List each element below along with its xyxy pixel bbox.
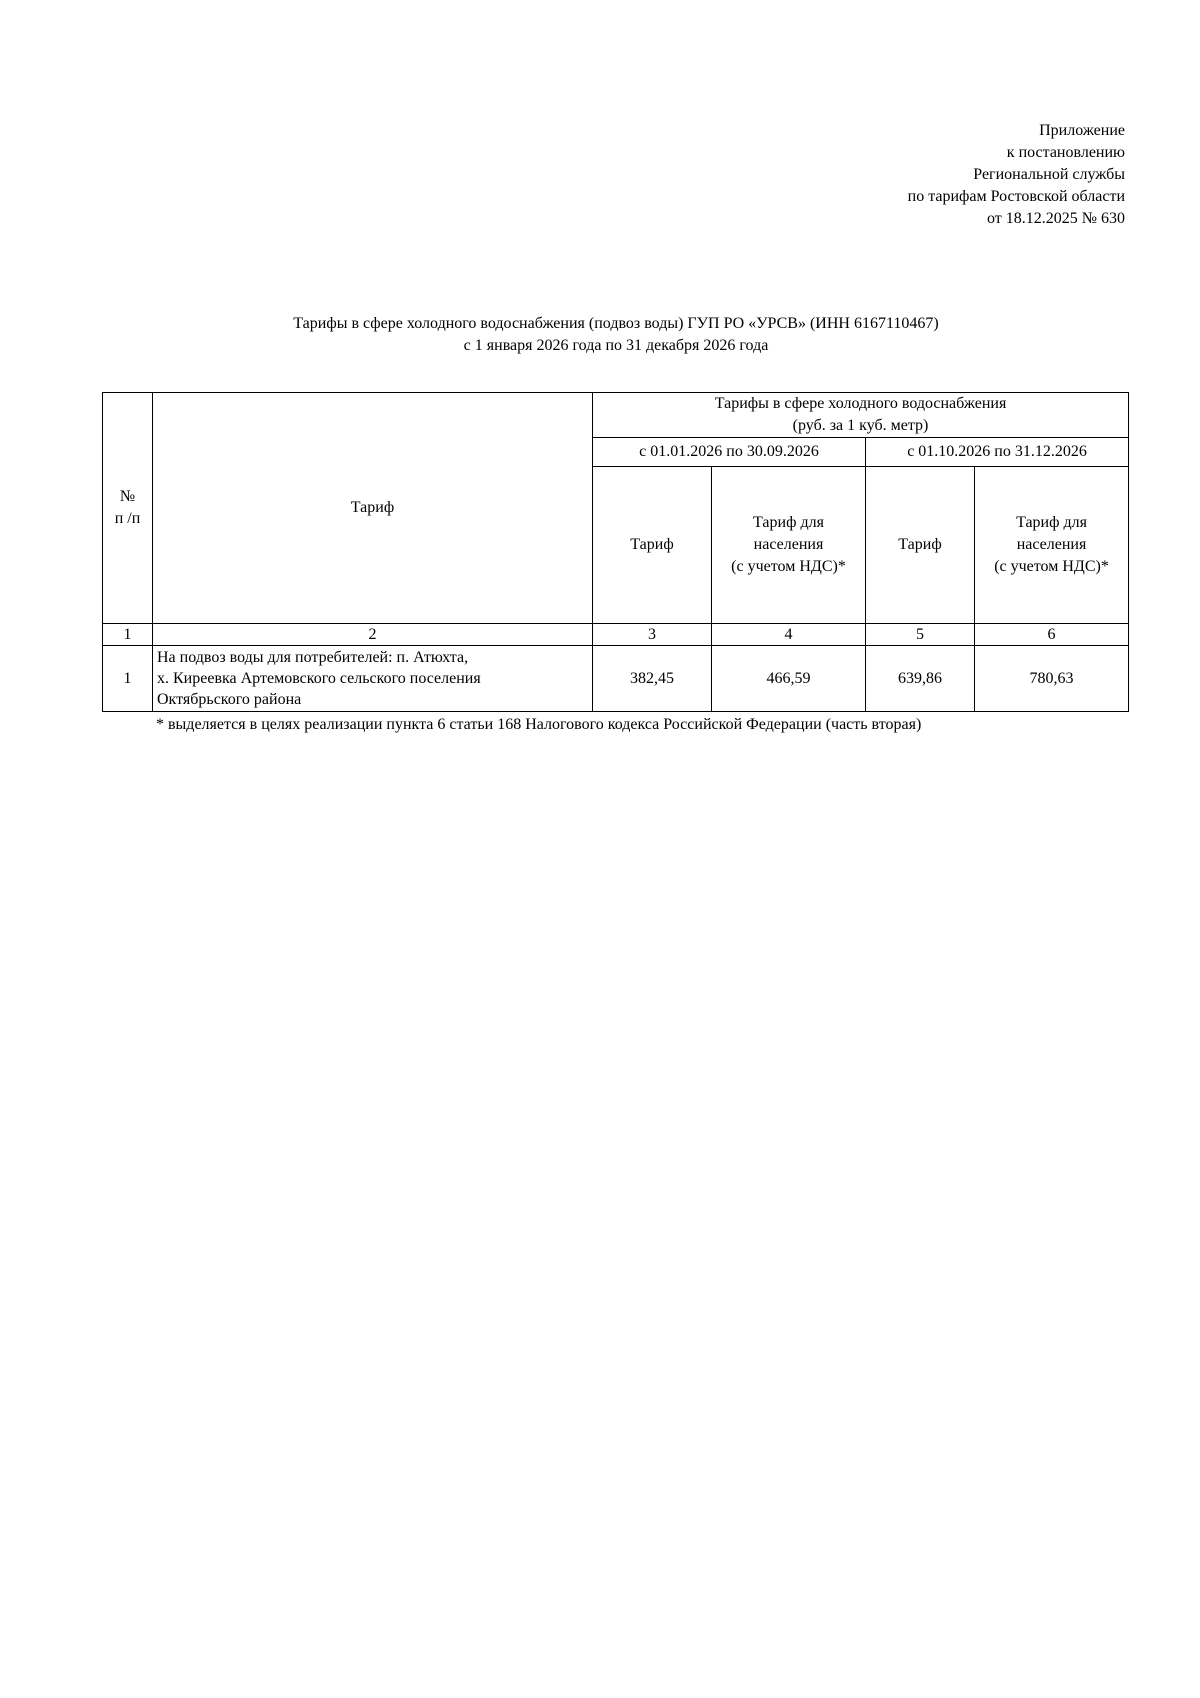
header-number-label: п /п — [114, 510, 141, 527]
appendix-line: к постановлению — [1006, 144, 1125, 161]
appendix-line: от 18.12.2025 № 630 — [986, 210, 1125, 227]
header-sub-population-line: (с учетом НДС)* — [994, 558, 1109, 575]
column-numbers-row — [103, 624, 1129, 646]
column-number: 6 — [975, 624, 1129, 646]
header-group-unit: (руб. за 1 куб. метр) — [792, 417, 929, 434]
document-title — [0, 313, 1200, 357]
tariff-value: 639,86 — [866, 646, 975, 712]
column-number: 3 — [593, 624, 712, 646]
header-sub-population — [712, 467, 866, 624]
header-period-1: с 01.01.2026 по 30.09.2026 — [593, 438, 866, 467]
row-number: 1 — [103, 646, 153, 712]
header-sub-population-line: населения — [1016, 536, 1087, 553]
header-tariff-label: Тариф — [350, 499, 395, 516]
header-number-cell — [103, 393, 153, 624]
header-sub-tariff: Тариф — [593, 467, 712, 624]
column-number: 2 — [153, 624, 593, 646]
header-sub-population — [975, 467, 1129, 624]
appendix-line: по тарифам Ростовской области — [907, 188, 1125, 205]
header-number-label: № — [119, 488, 136, 505]
header-sub-population-line: населения — [753, 536, 824, 553]
header-sub-tariff: Тариф — [866, 467, 975, 624]
appendix-line: Региональной службы — [973, 166, 1125, 183]
header-sub-population-line: Тариф для — [753, 514, 824, 531]
column-number: 1 — [103, 624, 153, 646]
header-group-title: Тарифы в сфере холодного водоснабжения — [714, 395, 1007, 412]
column-number: 5 — [866, 624, 975, 646]
header-period-2: с 01.10.2026 по 31.12.2026 — [866, 438, 1129, 467]
header-sub-population-line: (с учетом НДС)* — [731, 558, 846, 575]
appendix-line: Приложение — [1039, 122, 1125, 139]
population-tariff-value: 780,63 — [975, 646, 1129, 712]
header-group-cell — [593, 393, 1129, 438]
header-tariff-cell — [153, 393, 593, 624]
row-description-line: х. Киреевка Артемовского сельского поселения — [157, 670, 481, 687]
appendix-header — [908, 120, 1125, 230]
document-title-line1: Тарифы в сфере холодного водоснабжения (подвоз воды) ГУП РО «УРСВ» (ИНН 6167110467) — [293, 315, 939, 332]
header-sub-population-line: Тариф для — [1016, 514, 1087, 531]
document-title-line2: с 1 января 2026 года по 31 декабря 2026 года — [463, 337, 769, 354]
table-row — [103, 646, 1129, 712]
population-tariff-value: 466,59 — [712, 646, 866, 712]
row-description-line: На подвоз воды для потребителей: п. Атюхта, — [157, 649, 469, 666]
tariff-table — [102, 392, 1129, 712]
tariff-value: 382,45 — [593, 646, 712, 712]
footnote: * выделяется в целях реализации пункта 6 статьи 168 Налогового кодекса Российской Федерации (часть вторая) — [156, 716, 922, 733]
row-description — [153, 646, 593, 712]
row-description-line: Октябрьского района — [157, 691, 302, 708]
column-number: 4 — [712, 624, 866, 646]
